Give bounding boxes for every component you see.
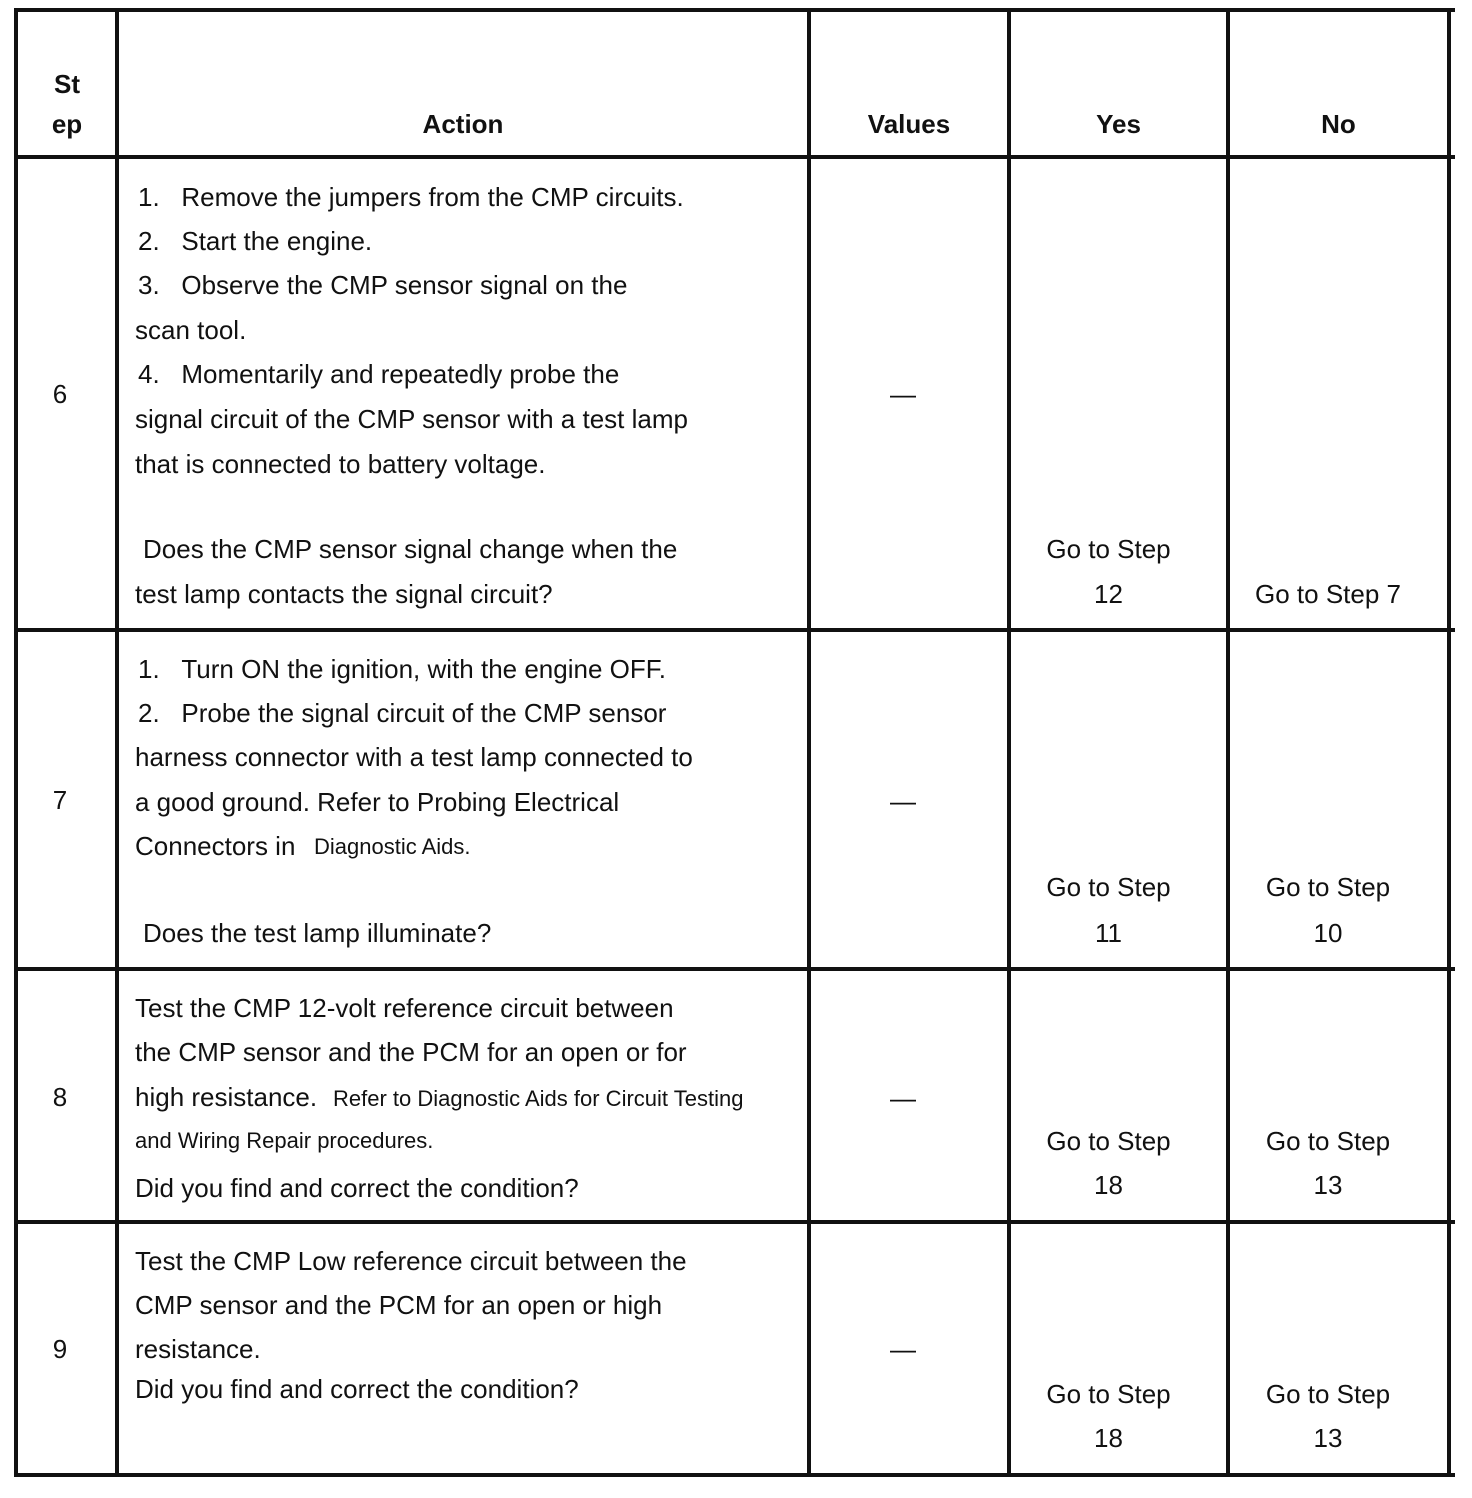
action-line: 3. Observe the CMP sensor signal on the [138,270,628,300]
values-cell: — [890,1334,916,1364]
yes-cell-line2: 12 [1094,579,1123,609]
column-divider-values [1007,8,1011,1477]
action-line: 2. Probe the signal circuit of the CMP sensor [138,698,667,728]
header-step-line1: St [54,69,80,99]
header-action: Action [422,109,504,139]
action-line: that is connected to battery voltage. [135,449,546,479]
action-question: Did you find and correct the condition? [135,1173,579,1203]
action-question: test lamp contacts the signal circuit? [135,579,553,609]
action-line: a good ground. Refer to Probing Electrical [135,787,620,817]
action-line: 1. Remove the jumpers from the CMP circuits. [138,182,684,212]
column-divider-step [115,8,119,1477]
action-line: scan tool. [135,315,247,345]
action-line: 2. Start the engine. [138,226,373,256]
action-line: the CMP sensor and the PCM for an open or for [135,1037,687,1067]
step-number: 6 [52,379,68,409]
action-line: Connectors in [135,831,296,861]
yes-cell-line1: Go to Step [1046,1126,1171,1156]
table-border-top [14,8,1455,12]
action-line: Diagnostic Aids. [314,834,471,859]
table-border-left [14,8,18,1477]
action-line: high resistance. [135,1082,318,1112]
action-line: Refer to Diagnostic Aids for Circuit Testing [333,1086,744,1111]
header-no: No [1321,109,1356,139]
no-cell-line2: 10 [1313,918,1343,948]
header-divider [14,155,1455,159]
action-line: Test the CMP 12-volt reference circuit between [135,993,674,1023]
no-cell-line1: Go to Step [1265,1126,1391,1156]
yes-cell-line2: 18 [1094,1423,1123,1453]
values-cell: — [890,786,916,816]
no-cell-line1: Go to Step 7 [1255,579,1401,609]
no-cell-line2: 13 [1313,1423,1343,1453]
no-cell-line1: Go to Step [1265,1379,1391,1409]
column-divider-yes [1226,8,1230,1477]
header-values: Values [867,109,951,139]
no-cell-line1: Go to Step [1265,872,1391,902]
step-number: 8 [52,1082,68,1112]
header-yes: Yes [1096,109,1141,139]
action-question: Does the test lamp illuminate? [143,918,492,948]
values-cell: — [890,1083,916,1113]
yes-cell-line2: 11 [1095,918,1122,948]
yes-cell-line1: Go to Step [1046,872,1171,902]
action-line: 1. Turn ON the ignition, with the engine OFF. [138,654,666,684]
action-question: Does the CMP sensor signal change when the [143,534,678,564]
table-border-right [1447,8,1451,1477]
row-divider [14,967,1455,971]
action-line: resistance. [135,1334,261,1364]
step-number: 9 [52,1334,68,1364]
yes-cell-line2: 18 [1094,1170,1123,1200]
yes-cell-line1: Go to Step [1046,1379,1171,1409]
action-question: Did you find and correct the condition? [135,1374,579,1404]
action-line: CMP sensor and the PCM for an open or high [135,1290,663,1320]
row-divider [14,628,1455,632]
header-step-line2: ep [51,109,83,139]
action-line: 4. Momentarily and repeatedly probe the [138,359,620,389]
no-cell-line2: 13 [1313,1170,1343,1200]
action-line: harness connector with a test lamp connected to [135,742,693,772]
row-divider [14,1220,1455,1224]
action-line: Test the CMP Low reference circuit between the [135,1246,687,1276]
yes-cell-line1: Go to Step [1046,534,1171,564]
step-number: 7 [52,785,68,815]
values-cell: — [890,379,916,409]
action-line: signal circuit of the CMP sensor with a test lamp [135,404,688,434]
action-line: and Wiring Repair procedures. [135,1128,434,1153]
table-border-bottom [14,1473,1455,1477]
column-divider-action [807,8,811,1477]
